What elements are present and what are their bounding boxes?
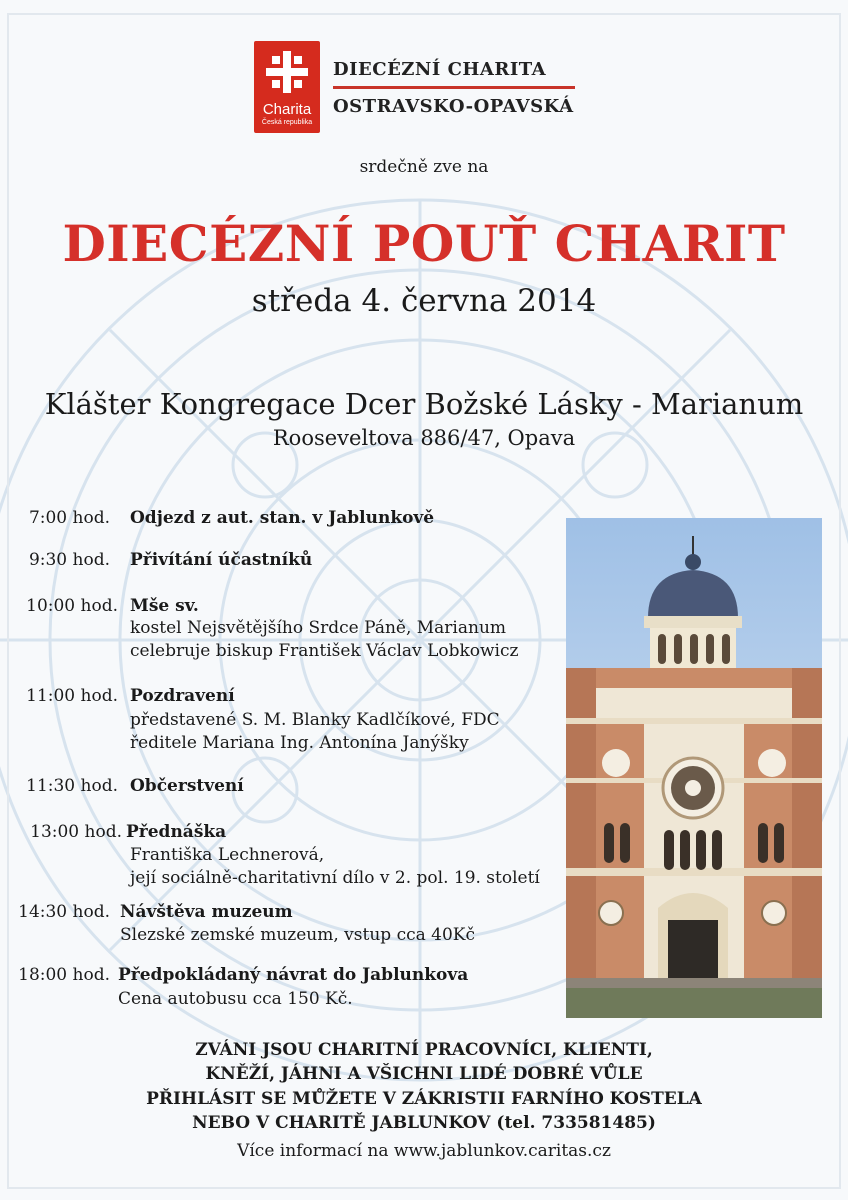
logo-word: Charita <box>262 101 312 118</box>
schedule-time: 18:00 hod. <box>18 965 110 985</box>
schedule-title: Návštěva muzeum <box>120 902 293 922</box>
schedule-time: 7:00 hod. <box>28 508 110 528</box>
schedule-title: Přednáška <box>126 822 227 842</box>
event-title: DIECÉZNÍ POUŤ CHARIT <box>62 214 786 273</box>
footer-line: NEBO V CHARITĚ JABLUNKOV (tel. 733581485) <box>192 1113 656 1133</box>
schedule-detail: Františka Lechnerová, <box>130 845 325 865</box>
schedule-time: 10:00 hod. <box>26 596 118 616</box>
charita-logo <box>254 41 320 133</box>
venue: Klášter Kongregace Dcer Božské Lásky - Marianum <box>44 387 804 421</box>
schedule-title: Odjezd z aut. stan. v Jablunkově <box>130 508 435 528</box>
schedule-time: 11:30 hod. <box>26 776 118 796</box>
schedule-title: Mše sv. <box>130 596 199 616</box>
schedule-time: 13:00 hod. <box>30 822 122 842</box>
schedule-detail: Slezské zemské muzeum, vstup cca 40Kč <box>120 925 476 945</box>
schedule-time: 11:00 hod. <box>26 686 118 706</box>
more-info: Více informací na www.jablunkov.caritas.cz <box>237 1141 611 1161</box>
schedule-detail: ředitele Mariana Ing. Antonína Janýšky <box>130 733 469 753</box>
church-photo <box>566 518 822 1018</box>
organization-line2: OSTRAVSKO-OPAVSKÁ <box>333 96 574 117</box>
schedule-title: Přivítání účastníků <box>130 550 313 570</box>
schedule-title: Pozdravení <box>130 686 235 706</box>
venue-address: Rooseveltova 886/47, Opava <box>272 426 576 450</box>
invite-text: srdečně zve na <box>359 157 489 177</box>
schedule-detail: Cena autobusu cca 150 Kč. <box>118 989 353 1009</box>
logo-country: Česká republika <box>261 119 313 126</box>
schedule-detail: její sociálně-charitativní dílo v 2. pol. 19. století <box>130 868 540 888</box>
cross-icon <box>263 47 311 97</box>
schedule-title: Občerstvení <box>130 776 244 796</box>
organization-divider <box>333 86 575 89</box>
organization-line1: DIECÉZNÍ CHARITA <box>333 59 547 80</box>
schedule-time: 9:30 hod. <box>28 550 110 570</box>
footer-line: ZVÁNI JSOU CHARITNÍ PRACOVNÍCI, KLIENTI, <box>195 1040 653 1060</box>
footer-line: KNĚŽÍ, JÁHNI A VŠICHNI LIDÉ DOBRÉ VŮLE <box>205 1064 643 1084</box>
schedule-detail: představené S. M. Blanky Kadlčíkové, FDC <box>130 710 500 730</box>
event-date: středa 4. června 2014 <box>251 283 597 319</box>
schedule-detail: celebruje biskup František Václav Lobkowicz <box>130 641 519 661</box>
schedule-time: 14:30 hod. <box>18 902 110 922</box>
schedule-title: Předpokládaný návrat do Jablunkova <box>118 965 469 985</box>
schedule-detail: kostel Nejsvětějšího Srdce Páně, Marianum <box>130 618 507 638</box>
footer-line: PŘIHLÁSIT SE MŮŽETE V ZÁKRISTII FARNÍHO KOSTELA <box>146 1089 702 1109</box>
